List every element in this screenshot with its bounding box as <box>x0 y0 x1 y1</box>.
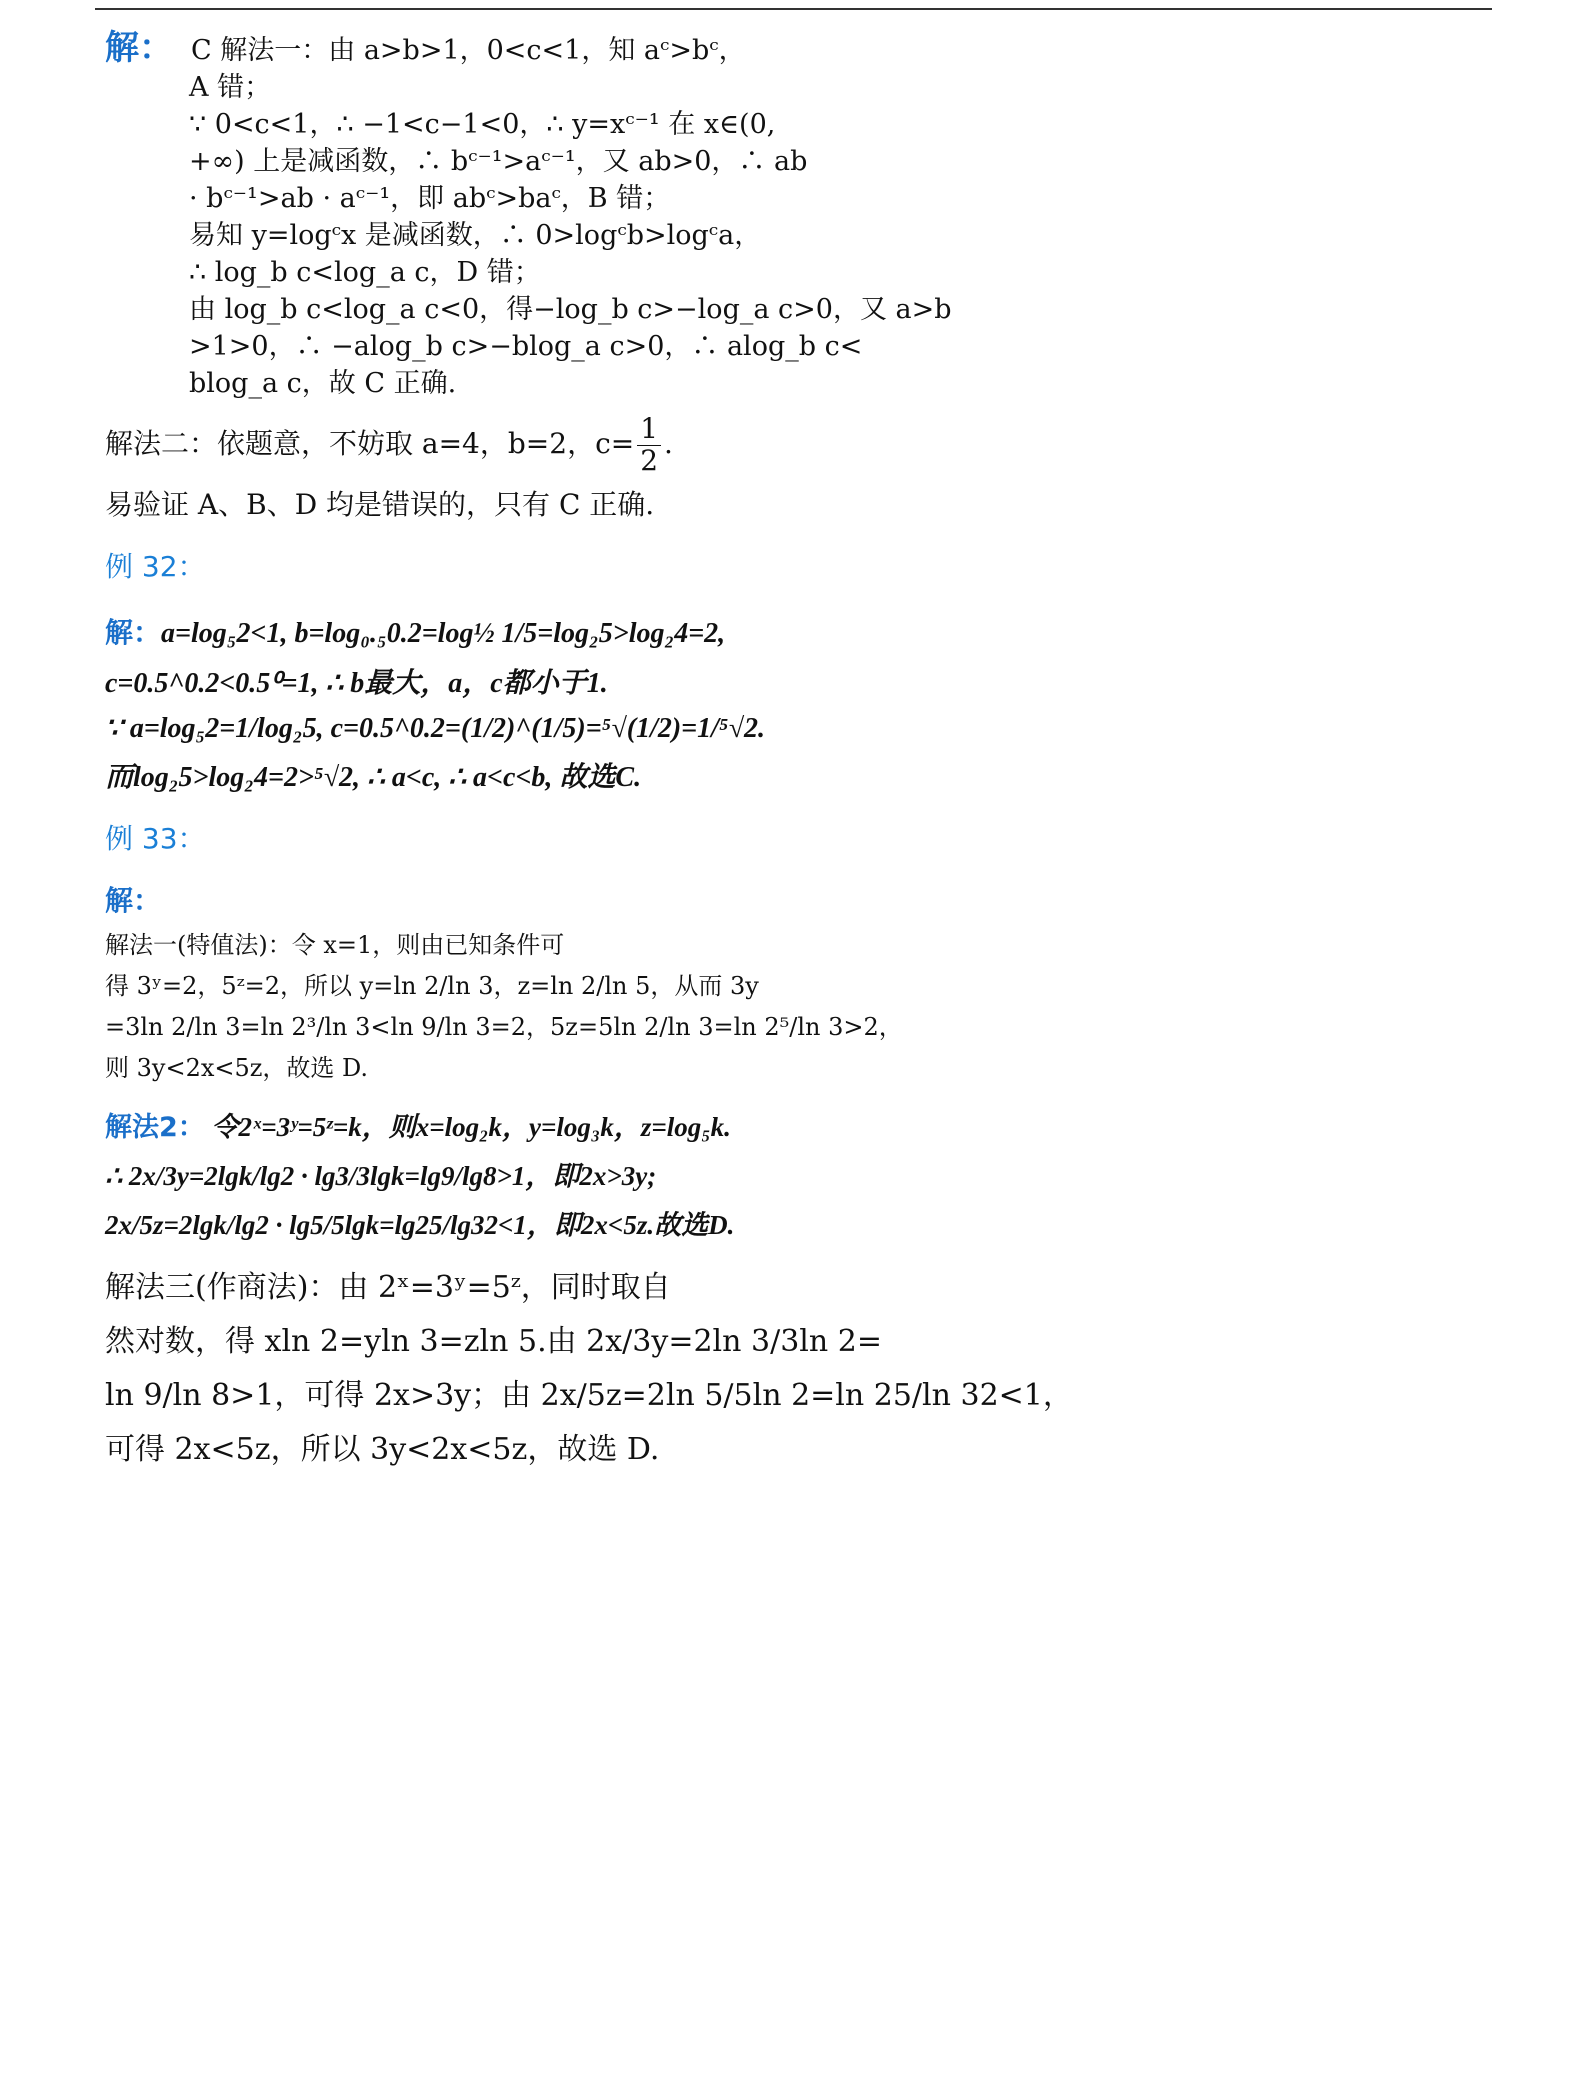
part1-l10: blog_a c，故 C 正确. <box>189 368 457 399</box>
ex32-l1: a=log₅2<1, b=log₀.₅0.2=log½ 1/5=log₂5>log₂4=2, <box>161 617 726 649</box>
answer-mark: 解： <box>105 28 173 68</box>
ex33-a4: 则 3y<2x<5z，故选 D. <box>105 1053 369 1082</box>
example-33-method3 <box>105 1262 1405 1468</box>
ex33-c2: 然对数，得 xln 2=yln 3=zln 5.由 2x/3y=2ln 3/3ln 2= <box>105 1323 882 1359</box>
ex32-line-1 <box>105 611 1405 651</box>
solution-part1-method2 <box>105 414 1405 523</box>
part1-l8: 由 log_b c<log_a c<0，得−log_b c>−log_a c>0，又 a>b <box>189 294 952 325</box>
method2-line-1 <box>105 414 1405 477</box>
fraction-num: 1 <box>637 414 661 446</box>
part1-l2: A 错； <box>189 72 272 103</box>
ex33-a1: 解法一(特值法)：令 x=1，则由已知条件可 <box>105 930 565 959</box>
ex33-b2: ∴ 2x/3y=2lgk/lg2 · lg3/3lgk=lg9/lg8>1，即2x>3y; <box>105 1160 657 1191</box>
method2-line-2: 易验证 A、B、D 均是错误的，只有 C 正确. <box>105 487 655 521</box>
method2-text: 解法二：依题意，不妨取 a=4，b=2，c= <box>105 426 635 460</box>
part1-l6: 易知 y=logᶜx 是减函数，∴ 0>logᶜb>logᶜa， <box>189 220 762 251</box>
part1-line-1 <box>105 30 1405 69</box>
ex33-b3: 2x/5z=2lgk/lg2 · lg5/5lgk=lg25/lg32<1，即2x<5z.故选D. <box>105 1209 735 1240</box>
part1-l9: >1>0，∴ −alog_b c>−blog_a c>0，∴ alog_b c< <box>189 331 863 362</box>
ex33-c4: 可得 2x<5z，所以 3y<2x<5z，故选 D. <box>105 1431 660 1467</box>
ex32-l3: ∵ a=log₅2=1/log₂5, c=0.5^0.2=(1/2)^(1/5)=⁵√(1/2)=1/⁵√2. <box>105 712 766 744</box>
ex33-c1: 解法三(作商法)：由 2ˣ=3ʸ=5ᶻ，同时取自 <box>105 1269 671 1305</box>
example-32-title: 例 32： <box>105 549 206 583</box>
example-33-method2 <box>105 1105 1405 1242</box>
example-32-solution <box>105 611 1405 795</box>
part1-l3: ∵ 0<c<1，∴ −1<c−1<0，∴ y=xᶜ⁻¹ 在 x∈(0, <box>189 109 776 140</box>
part1-l1: C 解法一：由 a>b>1，0<c<1，知 aᶜ>bᶜ， <box>191 35 746 66</box>
ex32-l4: 而log₂5>log₂4=2>⁵√2, ∴ a<c, ∴ a<c<b, 故选C. <box>105 761 642 793</box>
fraction-den: 2 <box>640 443 659 477</box>
part1-l7: ∴ log_b c<log_a c，D 错； <box>189 257 541 288</box>
part1-l5: · bᶜ⁻¹>ab · aᶜ⁻¹，即 abᶜ>baᶜ，B 错； <box>189 183 671 214</box>
ex32-answer-mark: 解： <box>105 615 162 649</box>
ex32-l2: c=0.5^0.2<0.5⁰=1, ∴ b最大，a，c都小于1. <box>105 667 608 699</box>
example-33-method1 <box>105 879 1405 1083</box>
fraction-one-half <box>637 414 661 477</box>
ex33-a2: 得 3ʸ=2，5ᶻ=2，所以 y=ln 2/ln 3，z=ln 2/ln 5，从而 3y <box>105 971 759 1000</box>
method2-heading: 解法2： <box>105 1111 205 1143</box>
part1-l4: +∞) 上是减函数，∴ bᶜ⁻¹>aᶜ⁻¹，又 ab>0，∴ ab <box>189 146 808 177</box>
solution-part1 <box>105 30 1405 402</box>
example-33-title: 例 33： <box>105 821 206 855</box>
top-rule <box>95 8 1492 10</box>
ex33-b-line-1 <box>105 1105 1405 1144</box>
ex33-b1: 令2ˣ=3ʸ=5ᶻ=k，则x=log₂k，y=log₃k，z=log₅k. <box>211 1111 731 1142</box>
ex33-answer-mark: 解： <box>105 883 162 917</box>
solution-document <box>105 30 1405 1478</box>
ex33-a3: =3ln 2/ln 3=ln 2³/ln 3<ln 9/ln 3=2，5z=5ln 2/ln 3=ln 2⁵/ln 3>2， <box>105 1012 903 1041</box>
method2-period: . <box>664 426 673 460</box>
ex33-c3: ln 9/ln 8>1，可得 2x>3y；由 2x/5z=2ln 5/5ln 2=ln 25/ln 32<1， <box>105 1377 1073 1413</box>
